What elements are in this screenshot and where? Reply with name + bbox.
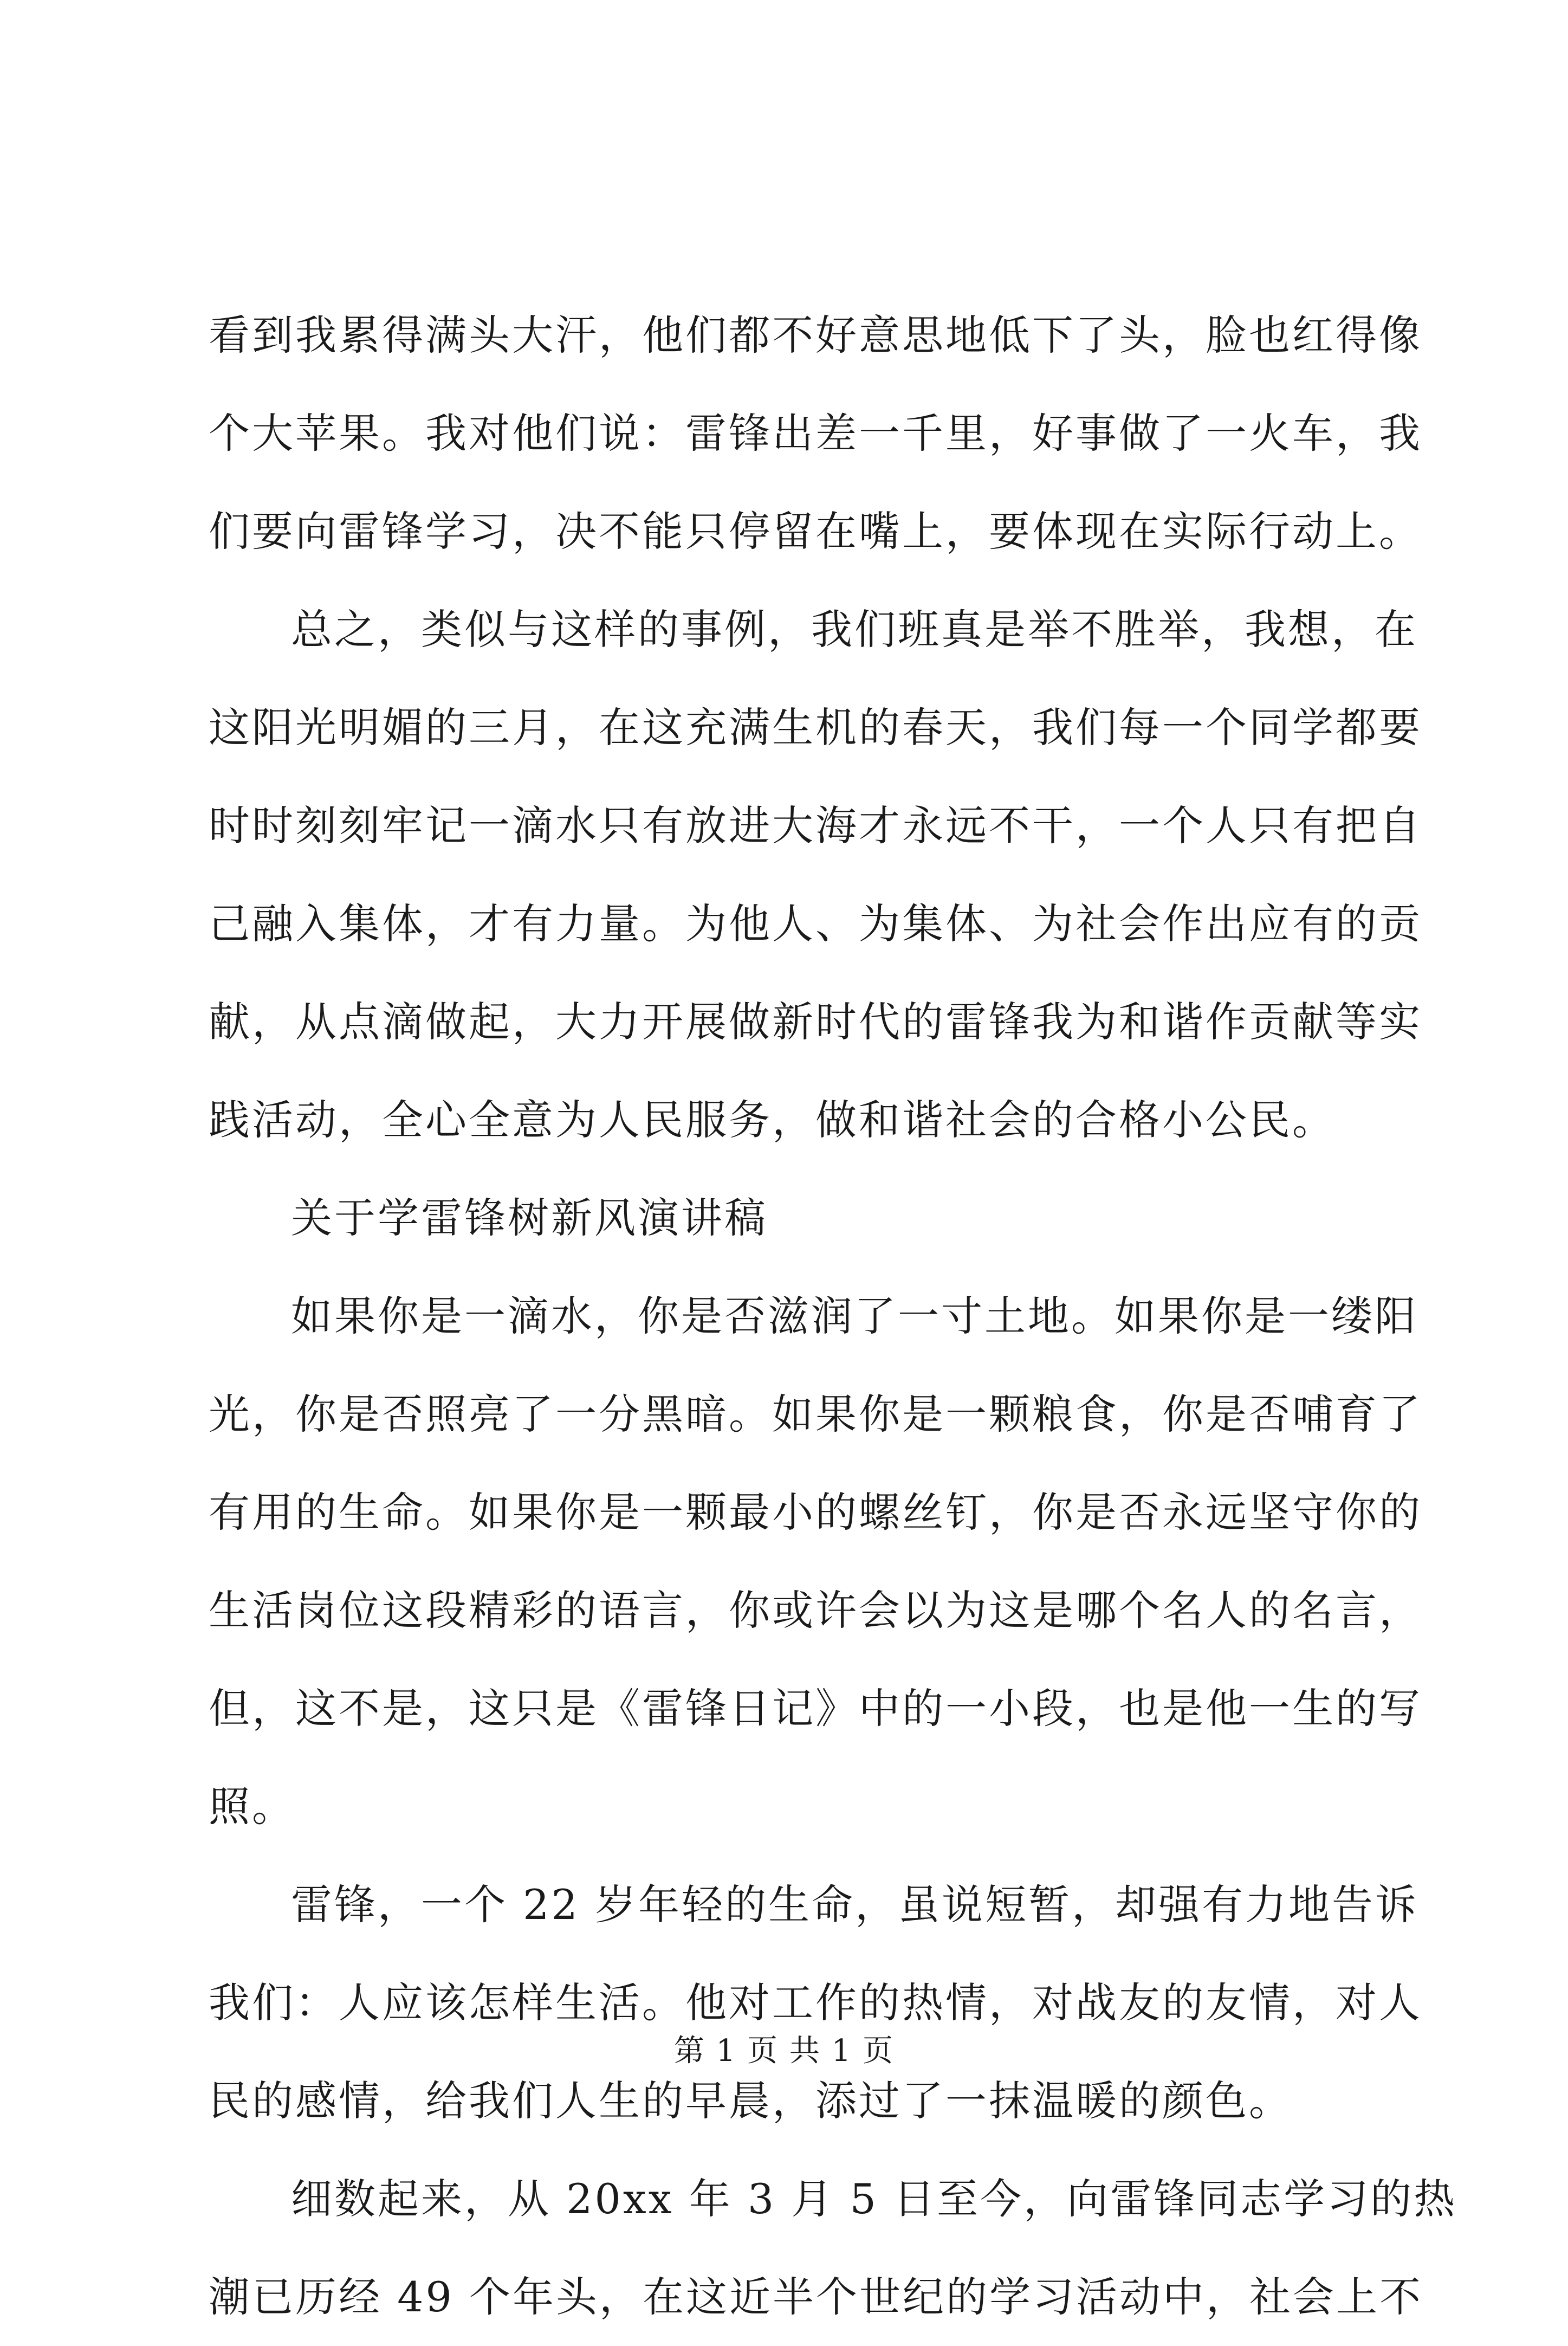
- text-line: 有用的生命。如果你是一颗最小的螺丝钉，你是否永远坚守你的: [209, 1488, 1422, 1536]
- page-number-footer: 第 1 页 共 1 页: [673, 2033, 895, 2069]
- paragraph-first-line: 总之，类似与这样的事例，我们班真是举不胜举，我想，在: [291, 605, 1418, 654]
- text-line: 生活岗位这段精彩的语言，你或许会以为这是哪个名人的名言，: [209, 1586, 1422, 1634]
- text-line: 看到我累得满头大汗，他们都不好意思地低下了头，脸也红得像: [209, 311, 1422, 359]
- text-line: 们要向雷锋学习，决不能只停留在嘴上，要体现在实际行动上。: [209, 507, 1422, 555]
- text-line: 照。: [209, 1782, 295, 1831]
- text-line: 时时刻刻牢记一滴水只有放进大海才永远不干，一个人只有把自: [209, 802, 1422, 850]
- text-line: 献，从点滴做起，大力开展做新时代的雷锋我为和谐作贡献等实: [209, 998, 1422, 1046]
- text-line: 民的感情，给我们人生的早晨，添过了一抹温暖的颜色。: [209, 2077, 1292, 2125]
- text-line: 潮已历经 49 个年头，在这近半个世纪的学习活动中，社会上不: [209, 2273, 1423, 2321]
- text-line: 践活动，全心全意为人民服务，做和谐社会的合格小公民。: [209, 1096, 1336, 1144]
- paragraph-first-line: 雷锋，一个 22 岁年轻的生命，虽说短暂，却强有力地告诉: [291, 1880, 1419, 1929]
- paragraph-first-line: 细数起来，从 20xx 年 3 月 5 日至今，向雷锋同志学习的热: [291, 2175, 1457, 2223]
- section-heading: 关于学雷锋树新风演讲稿: [291, 1194, 768, 1242]
- text-line: 我们：人应该怎样生活。他对工作的热情，对战友的友情，对人: [209, 1979, 1422, 2027]
- text-line: 光，你是否照亮了一分黑暗。如果你是一颗粮食，你是否哺育了: [209, 1390, 1422, 1438]
- text-line: 这阳光明媚的三月，在这充满生机的春天，我们每一个同学都要: [209, 703, 1422, 752]
- text-line: 但，这不是，这只是《雷锋日记》中的一小段，也是他一生的写: [209, 1684, 1422, 1733]
- text-line: 个大苹果。我对他们说：雷锋出差一千里，好事做了一火车，我: [209, 409, 1422, 457]
- paragraph-first-line: 如果你是一滴水，你是否滋润了一寸土地。如果你是一缕阳: [291, 1292, 1418, 1340]
- text-line: 己融入集体，才有力量。为他人、为集体、为社会作出应有的贡: [209, 900, 1422, 948]
